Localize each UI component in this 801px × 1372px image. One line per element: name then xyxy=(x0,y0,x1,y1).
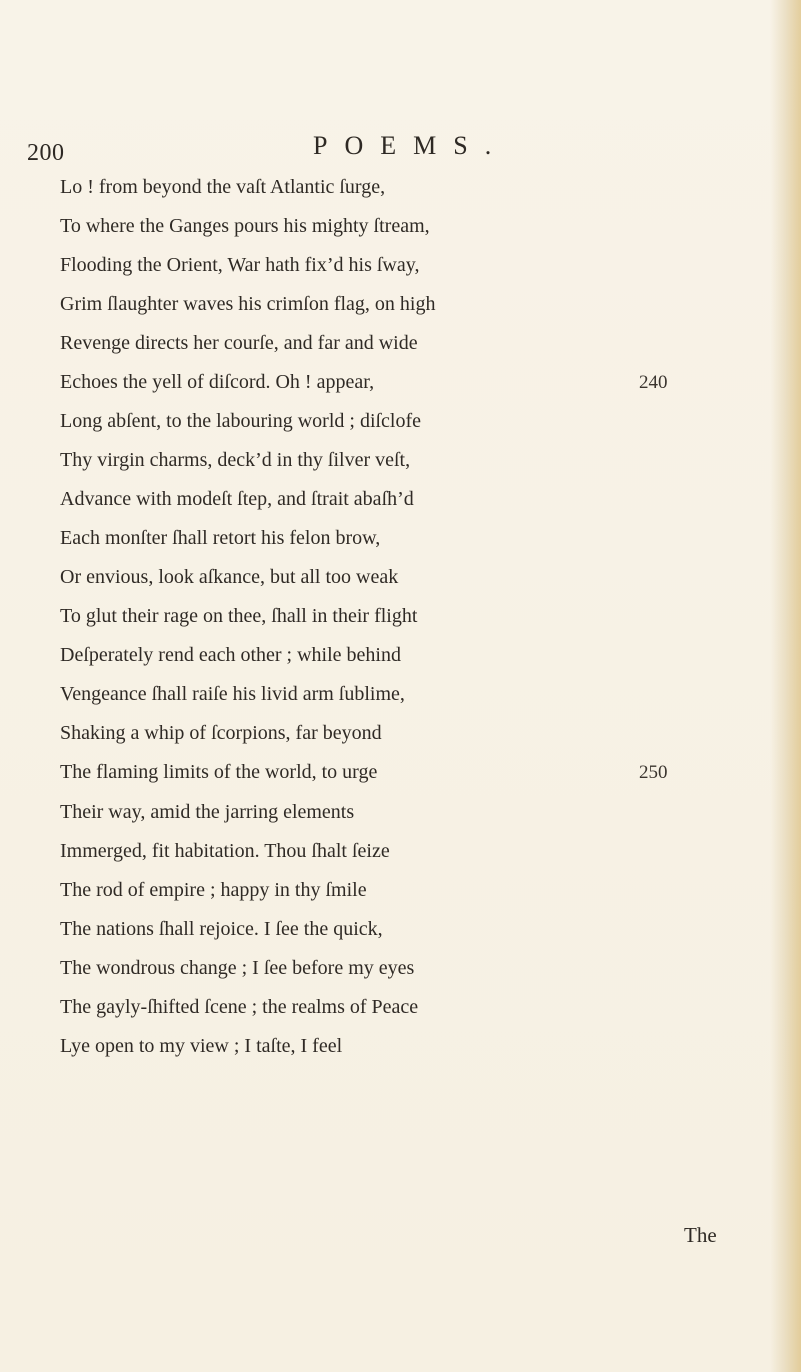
poem-line-text: Thy virgin charms, deck’d in thy ſilver veſt, xyxy=(60,449,411,472)
poem-line-text: Lye open to my view ; I taſte, I feel xyxy=(60,1034,343,1057)
line-number: 240 xyxy=(639,372,668,394)
poem-line-text: Advance with modeſt ſtep, and ſtrait abaſh’d xyxy=(60,488,414,511)
poem-line xyxy=(60,324,700,363)
poem-line-text: Lo ! from beyond the vaſt Atlantic ſurge, xyxy=(60,176,386,198)
poem-line-text: The rod of empire ; happy in thy ſmile xyxy=(60,878,367,901)
poem-line-text: Long abſent, to the labouring world ; diſclofe xyxy=(60,410,422,433)
catchword: The xyxy=(684,1223,717,1247)
poem-line xyxy=(60,753,700,792)
poem-line xyxy=(60,714,700,753)
poem-line-text: Flooding the Orient, War hath fix’d his ſway, xyxy=(60,254,420,277)
poem-line xyxy=(60,988,700,1027)
running-title: POEMS. xyxy=(313,131,509,160)
poem-line xyxy=(60,168,700,207)
poem-line xyxy=(60,949,700,988)
poem-line-text: To glut their rage on thee, ſhall in their flight xyxy=(60,605,418,628)
poem-line-text: Grim ſlaughter waves his crimſon flag, on high xyxy=(60,293,436,316)
poem-line-text: Revenge directs her courſe, and far and wide xyxy=(60,332,418,355)
poem-line xyxy=(60,558,700,597)
poem-line-text: Their way, amid the jarring elements xyxy=(60,800,355,823)
poem-line-text: Deſperately rend each other ; while behind xyxy=(60,644,401,667)
poem-line xyxy=(60,363,700,402)
poem-line xyxy=(60,207,700,246)
poem-line xyxy=(60,793,700,832)
poem-line xyxy=(60,636,700,675)
poem-line xyxy=(60,871,700,910)
poem-line-text: Echoes the yell of diſcord. Oh ! appear, xyxy=(60,371,375,394)
poem-line-text: The gayly-ſhifted ſcene ; the realms of Peace xyxy=(60,995,419,1018)
poem-line xyxy=(60,597,700,636)
poem-line xyxy=(60,402,700,441)
poem-line xyxy=(60,519,700,558)
poem-line xyxy=(60,675,700,714)
poem-line xyxy=(60,480,700,519)
poem-text xyxy=(60,168,700,1066)
poem-line-text: Each monſter ſhall retort his felon brow, xyxy=(60,527,381,550)
poem-line-text: The flaming limits of the world, to urge xyxy=(60,761,378,784)
page-number: 200 xyxy=(27,140,65,166)
poem-line xyxy=(60,441,700,480)
poem-line xyxy=(60,246,700,285)
poem-line-text: Immerged, fit habitation. Thou ſhalt ſeize xyxy=(60,839,390,862)
poem-line-text: Shaking a whip of ſcorpions, far beyond xyxy=(60,722,382,745)
poem-line-text: Or envious, look aſkance, but all too weak xyxy=(60,566,399,589)
poem-line-text: Vengeance ſhall raiſe his livid arm ſublime, xyxy=(60,683,405,706)
line-number: 250 xyxy=(639,762,668,784)
poem-line xyxy=(60,832,700,871)
poem-line xyxy=(60,910,700,949)
poem-line-text: To where the Ganges pours his mighty ſtream, xyxy=(60,215,430,238)
poem-line xyxy=(60,1027,700,1066)
poem-line-text: The wondrous change ; I ſee before my eyes xyxy=(60,956,415,979)
poem-line xyxy=(60,285,700,324)
poem-line-text: The nations ſhall rejoice. I ſee the quick, xyxy=(60,917,383,940)
